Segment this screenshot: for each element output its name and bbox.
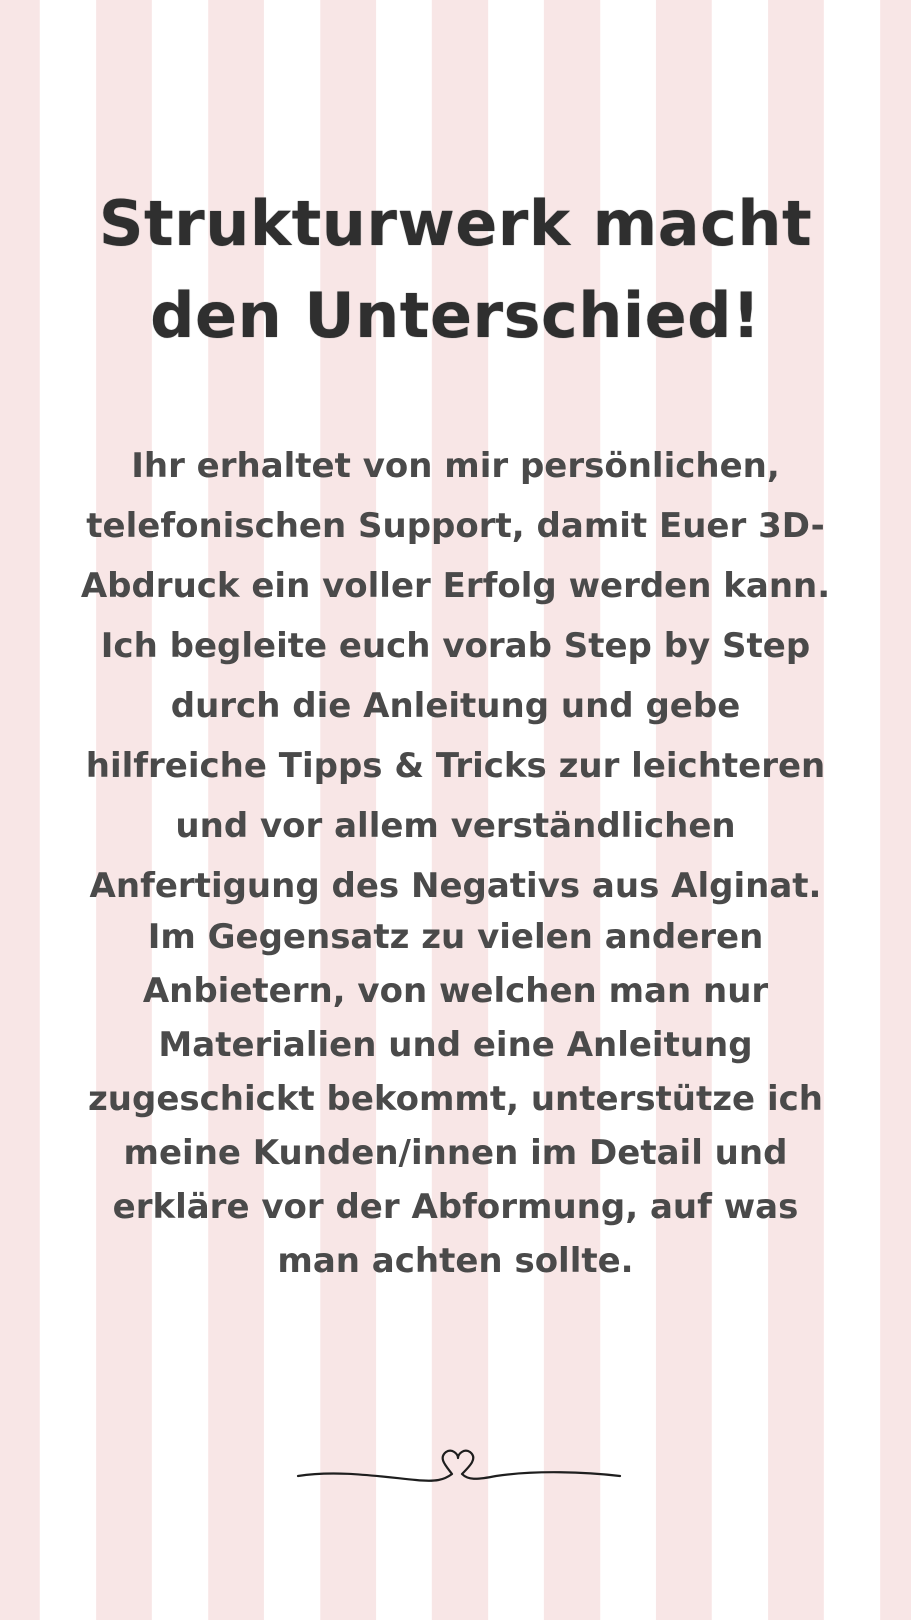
paragraph-support: Ihr erhaltet von mir persönlichen, telefonischen Support, damit Euer 3D-Abdruck ein voller Erfolg werden kann. Ich begleite euch vorab Step by Step durch die Anleitung und gebe hilfreiche Tipps & Tricks zur leichteren und vor allem verständlichen Anfertigung des Negativs aus Alginat. xyxy=(80,446,831,906)
page-title: Strukturwerk macht den Unterschied! xyxy=(98,187,813,352)
body-text xyxy=(80,436,831,1288)
heart-line-divider-icon xyxy=(296,1446,622,1492)
paragraph-difference: Im Gegensatz zu vielen anderen Anbietern, von welchen man nur Materialien und eine Anleitung zugeschickt bekommt, unterstütze ich meine Kunden/innen im Detail und erkläre vor der Abformung, auf was man achten sollte. xyxy=(88,917,823,1281)
